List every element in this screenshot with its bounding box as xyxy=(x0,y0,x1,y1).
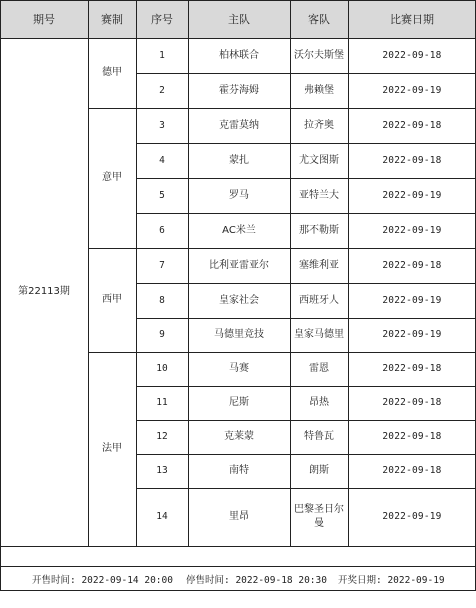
grid-hline xyxy=(136,454,476,455)
match-date: 2022-09-19 xyxy=(382,84,442,96)
sale-open-time: 开售时间: 2022-09-14 20:00 xyxy=(32,575,173,586)
header-home: 主队 xyxy=(188,0,290,38)
away-team: 拉齐奥 xyxy=(304,119,334,131)
grid-hline xyxy=(136,488,476,489)
league-cell-bundesliga: 德甲 xyxy=(102,67,122,78)
away-team: 弗赖堡 xyxy=(304,84,334,96)
row-number: 13 xyxy=(156,465,168,476)
home-team: 罗马 xyxy=(229,189,249,201)
grid-hline xyxy=(88,248,136,249)
draw-date: 开奖日期: 2022-09-19 xyxy=(338,575,445,586)
row-number: 5 xyxy=(159,189,165,201)
grid-vline xyxy=(0,0,1,590)
grid-hline xyxy=(136,283,476,284)
match-date: 2022-09-18 xyxy=(382,465,442,476)
league-cell-la-liga: 西甲 xyxy=(102,294,122,305)
header-league: 赛制 xyxy=(88,0,136,38)
home-team: 皇家社会 xyxy=(219,294,259,306)
away-team: 巴黎圣日尔 曼 xyxy=(294,504,344,529)
grid-hline xyxy=(136,318,476,319)
row-number: 4 xyxy=(159,154,165,166)
away-team: 皇家马德里 xyxy=(294,329,344,340)
home-team: 蒙扎 xyxy=(229,154,249,166)
row-number: 6 xyxy=(159,224,165,236)
row-number: 10 xyxy=(156,363,168,374)
header-date: 比赛日期 xyxy=(348,0,476,38)
away-team: 那不勒斯 xyxy=(299,224,339,236)
grid-vline xyxy=(290,0,291,546)
away-team: 塞维利亚 xyxy=(299,259,339,271)
grid-hline xyxy=(136,73,476,74)
row-number: 7 xyxy=(159,259,165,271)
home-team: 霍芬海姆 xyxy=(219,84,259,96)
grid-hline xyxy=(88,352,136,353)
match-date: 2022-09-19 xyxy=(382,329,442,340)
sale-stop-time: 停售时间: 2022-09-18 20:30 xyxy=(186,575,327,586)
grid-vline xyxy=(136,0,137,546)
row-number: 2 xyxy=(159,84,165,96)
home-team: AC米兰 xyxy=(222,224,256,236)
home-team: 里昂 xyxy=(229,511,249,522)
grid-hline xyxy=(0,38,476,39)
home-team: 南特 xyxy=(229,465,249,476)
league-cell-ligue-1: 法甲 xyxy=(102,443,122,454)
home-team: 柏林联合 xyxy=(219,49,259,61)
match-date: 2022-09-19 xyxy=(382,224,442,236)
grid-vline xyxy=(348,0,349,546)
grid-hline xyxy=(136,352,476,353)
grid-hline xyxy=(0,590,476,591)
home-team: 马德里竞技 xyxy=(214,329,264,340)
home-team: 尼斯 xyxy=(229,397,249,408)
issue-cell: 第22113期 xyxy=(18,286,70,297)
match-date: 2022-09-18 xyxy=(382,154,442,166)
grid-hline xyxy=(136,108,476,109)
sales-info-footer xyxy=(0,566,476,590)
grid-hline xyxy=(0,0,476,1)
away-team: 雷恩 xyxy=(309,363,329,374)
home-team: 克莱蒙 xyxy=(224,431,254,442)
home-team: 比利亚雷亚尔 xyxy=(209,259,269,271)
grid-hline xyxy=(136,213,476,214)
row-number: 8 xyxy=(159,294,165,306)
home-team: 马赛 xyxy=(229,363,249,374)
match-date: 2022-09-18 xyxy=(382,363,442,374)
grid-hline xyxy=(136,386,476,387)
match-date: 2022-09-19 xyxy=(382,189,442,201)
header-away: 客队 xyxy=(290,0,348,38)
away-team: 昂热 xyxy=(309,397,329,408)
grid-hline xyxy=(0,546,476,547)
away-team: 尤文图斯 xyxy=(299,154,339,166)
home-team: 克雷莫纳 xyxy=(219,119,259,131)
row-number: 1 xyxy=(159,49,165,61)
match-date: 2022-09-18 xyxy=(382,119,442,131)
row-number: 11 xyxy=(156,397,168,408)
away-team: 西班牙人 xyxy=(299,294,339,306)
match-date: 2022-09-18 xyxy=(382,49,442,61)
header-issue: 期号 xyxy=(0,0,88,38)
grid-hline xyxy=(136,178,476,179)
grid-hline xyxy=(136,420,476,421)
grid-hline xyxy=(136,248,476,249)
grid-vline xyxy=(88,0,89,546)
away-team: 沃尔夫斯堡 xyxy=(294,49,344,61)
row-number: 9 xyxy=(159,329,165,340)
match-date: 2022-09-18 xyxy=(382,431,442,442)
row-number: 14 xyxy=(156,511,168,522)
match-date: 2022-09-18 xyxy=(382,397,442,408)
away-team: 特鲁瓦 xyxy=(304,431,334,442)
match-date: 2022-09-19 xyxy=(382,511,442,522)
grid-hline xyxy=(136,143,476,144)
grid-hline xyxy=(88,108,136,109)
match-date: 2022-09-18 xyxy=(382,259,442,271)
league-cell-serie-a: 意甲 xyxy=(102,172,122,183)
row-number: 3 xyxy=(159,119,165,131)
away-team: 朗斯 xyxy=(309,465,329,476)
match-date: 2022-09-19 xyxy=(382,294,442,306)
header-number: 序号 xyxy=(136,0,188,38)
row-number: 12 xyxy=(156,431,168,442)
grid-vline xyxy=(188,0,189,546)
away-team: 亚特兰大 xyxy=(299,189,339,201)
